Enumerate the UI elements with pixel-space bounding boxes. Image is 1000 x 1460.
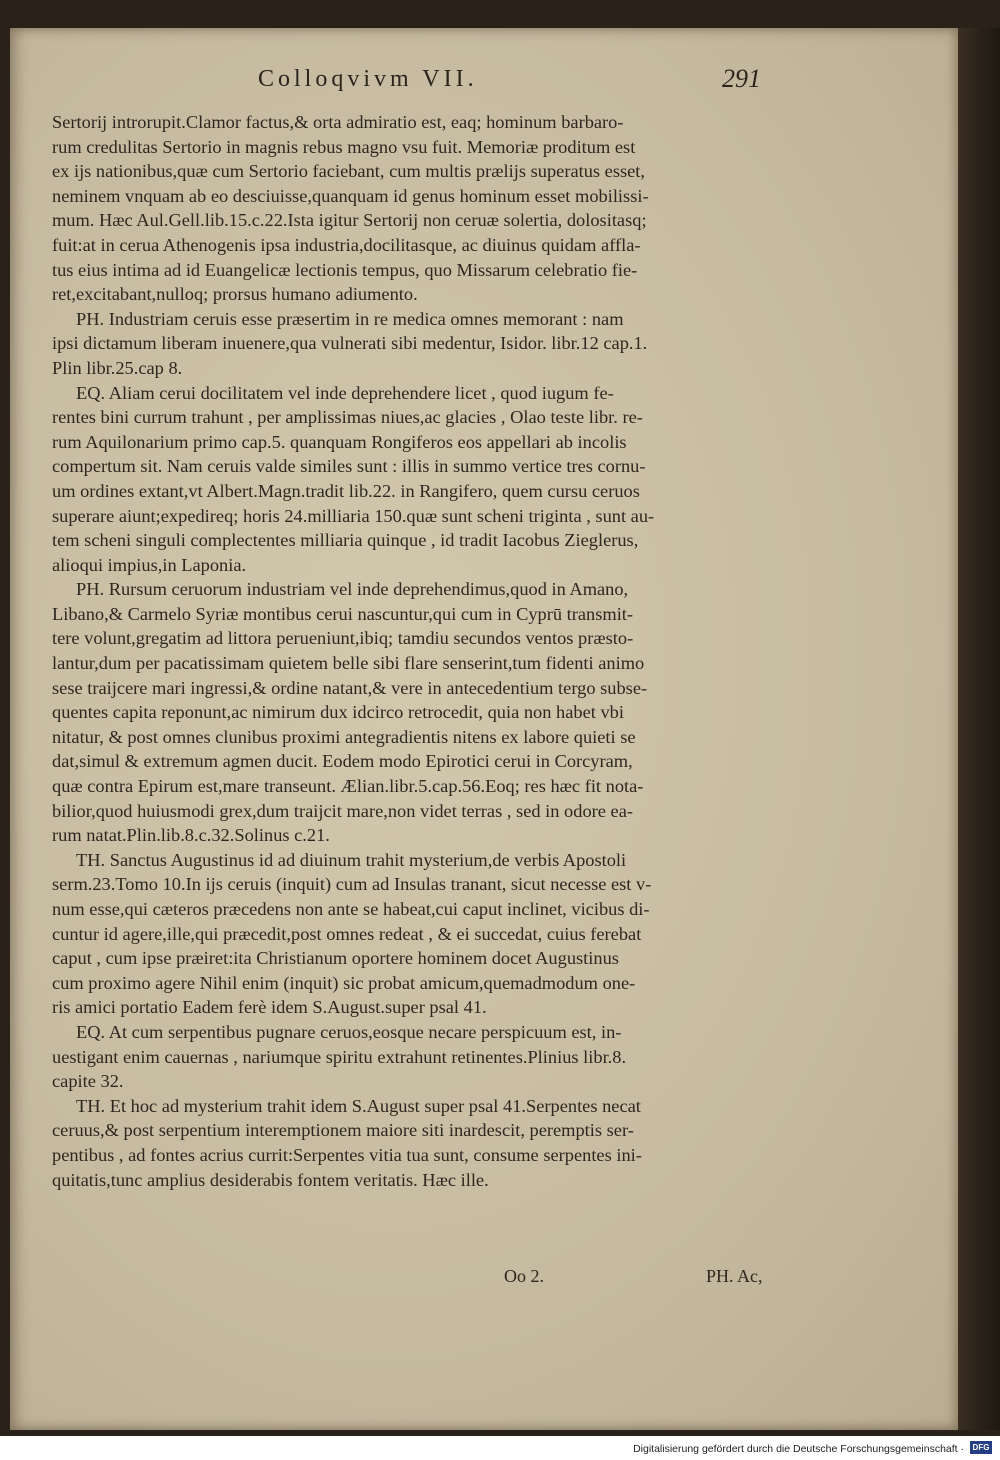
text-line: caput , cum ipse præiret:ita Christianum oportere hominem docet Augustinus <box>52 948 619 969</box>
text-line: neminem vnquam ab eo desciuisse,quanquam id genus hominum esset mobilissi- <box>52 185 649 206</box>
text-line: rum credulitas Sertorio in magnis rebus magno vsu fuit. Memoriæ proditum est <box>52 136 636 157</box>
text-line: quentes capita reponunt,ac nimirum dux idcirco retrocedit, quia non habet vbi <box>52 702 624 723</box>
text-line: pentibus , ad fontes acrius currit:Serpentes vitia tua sunt, consume serpentes ini- <box>52 1144 642 1165</box>
text-line: rum Aquilonarium primo cap.5. quanquam Rongiferos eos appellari ab incolis <box>52 431 627 452</box>
signature-mark: Oo 2. <box>504 1266 544 1286</box>
text-line: ipsi dictamum liberam inuenere,qua vulnerati sibi medentur, Isidor. libr.12 cap.1. <box>52 333 648 354</box>
running-title: Colloqvivm VII. <box>258 66 478 92</box>
page-edge-shadow <box>958 28 1000 1430</box>
text-line: PH. Industriam ceruis esse præsertim in re medica omnes memorant : nam <box>76 308 624 329</box>
text-line: ex ijs nationibus,quæ cum Sertorio faciebant, cum multis prælijs superatus esset, <box>52 161 646 182</box>
text-line: ret,excitabant,nulloq; prorsus humano adiumento. <box>52 284 418 305</box>
text-line: tem scheni singuli complectentes milliaria quinque , id tradit Iacobus Zieglerus, <box>52 530 639 551</box>
text-line: quitatis,tunc amplius desiderabis fontem veritatis. Hæc ille. <box>52 1169 489 1190</box>
text-line: sese traijcere mari ingressi,& ordine natant,& vere in antecedentium tergo subse- <box>52 677 648 698</box>
text-line: dat,simul & extremum agmen ducit. Eodem modo Epirotici cerui in Corcyram, <box>52 751 633 772</box>
text-line: EQ. At cum serpentibus pugnare ceruos,eosque necare perspicuum est, in- <box>76 1021 622 1042</box>
text-line: TH. Et hoc ad mysterium trahit idem S.August super psal 41.Serpentes necat <box>76 1095 641 1116</box>
text-line: serm.23.Tomo 10.In ijs ceruis (inquit) cum ad Insulas tranant, sicut necesse est v- <box>52 874 652 895</box>
text-line: Libano,& Carmelo Syriæ montibus cerui nascuntur,qui cum in Cyprū transmit- <box>52 603 634 624</box>
text-line: mum. Hæc Aul.Gell.lib.15.c.22.Ista igitur Sertorij non ceruæ solertia, dolositasq; <box>52 210 647 231</box>
text-line: tus eius intima ad id Euangelicæ lectionis tempus, quo Missarum celebratio fie- <box>52 259 638 280</box>
text-line: superare aiunt;expedireq; horis 24.milliaria 150.quæ sunt scheni triginta , sunt au- <box>52 505 655 526</box>
text-line: capite 32. <box>52 1071 124 1092</box>
dfg-logo: DFG <box>970 1441 992 1454</box>
digitization-credit: Digitalisierung gefördert durch die Deutsche Forschungsgemeinschaft · <box>633 1443 964 1455</box>
text-line: rum natat.Plin.lib.8.c.32.Solinus c.21. <box>52 825 330 846</box>
text-line: nitatur, & post omnes clunibus proximi antegradientis nitens ex labore quieti se <box>52 726 636 747</box>
page-footer <box>52 1266 792 1292</box>
text-line: ris amici portatio Eadem ferè idem S.August.super psal 41. <box>52 997 487 1018</box>
text-line: fuit:at in cerua Athenogenis ipsa industria,docilitasque, ac diuinus quidam affla- <box>52 234 641 255</box>
catchword: PH. Ac, <box>706 1266 763 1286</box>
text-line: compertum sit. Nam ceruis valde similes sunt : illis in summo vertice tres cornu- <box>52 456 646 477</box>
text-line: cuntur id agere,ille,qui præcedit,post omnes redeat , & ei succedat, cuius ferebat <box>52 923 642 944</box>
text-line: cum proximo agere Nihil enim (inquit) sic probat amicum,quemadmodum one- <box>52 972 636 993</box>
text-line: rentes bini currum trahunt , per amplissimas niues,ac glacies , Olao teste libr. re- <box>52 407 643 428</box>
text-line: tere volunt,gregatim ad littora perueniunt,ibiq; tamdiu secundos ventos præsto- <box>52 628 634 649</box>
text-line: um ordines extant,vt Albert.Magn.tradit lib.22. in Rangifero, quem cursu ceruos <box>52 480 640 501</box>
text-line: PH. Rursum ceruorum industriam vel inde deprehendimus,quod in Amano, <box>76 579 629 600</box>
text-line: TH. Sanctus Augustinus id ad diuinum trahit mysterium,de verbis Apostoli <box>76 849 627 870</box>
page-number: 291 <box>722 64 761 93</box>
text-line: quæ contra Epirum est,mare transeunt. Ælian.libr.5.cap.56.Eoq; res hæc fit nota- <box>52 776 644 797</box>
text-line: Sertorij introrupit.Clamor factus,& orta admiratio est, eaq; hominum barbaro- <box>52 112 624 132</box>
text-line: lantur,dum per pacatissimam quietem belle sibi flare senserint,tum fidenti animo <box>52 653 645 674</box>
text-line: EQ. Aliam cerui docilitatem vel inde deprehendere licet , quod iugum fe- <box>76 382 614 403</box>
text-line: uestigant enim cauernas , nariumque spiritu extrahunt retinentes.Plinius libr.8. <box>52 1046 627 1067</box>
text-line: Plin libr.25.cap 8. <box>52 357 183 378</box>
body-text <box>52 110 792 1192</box>
text-line: num esse,qui cæteros præcedens non ante se habeat,cui caput inclinet, vicibus di- <box>52 899 650 919</box>
text-line: ceruus,& post serpentium interemptionem maiore siti inardescit, peremptis ser- <box>52 1120 634 1141</box>
page-header <box>0 66 1000 100</box>
text-line: bilior,quod huiusmodi grex,dum traijcit mare,non videt terras , sed in odore ea- <box>52 800 633 821</box>
text-line: alioqui impius,in Laponia. <box>52 554 247 575</box>
